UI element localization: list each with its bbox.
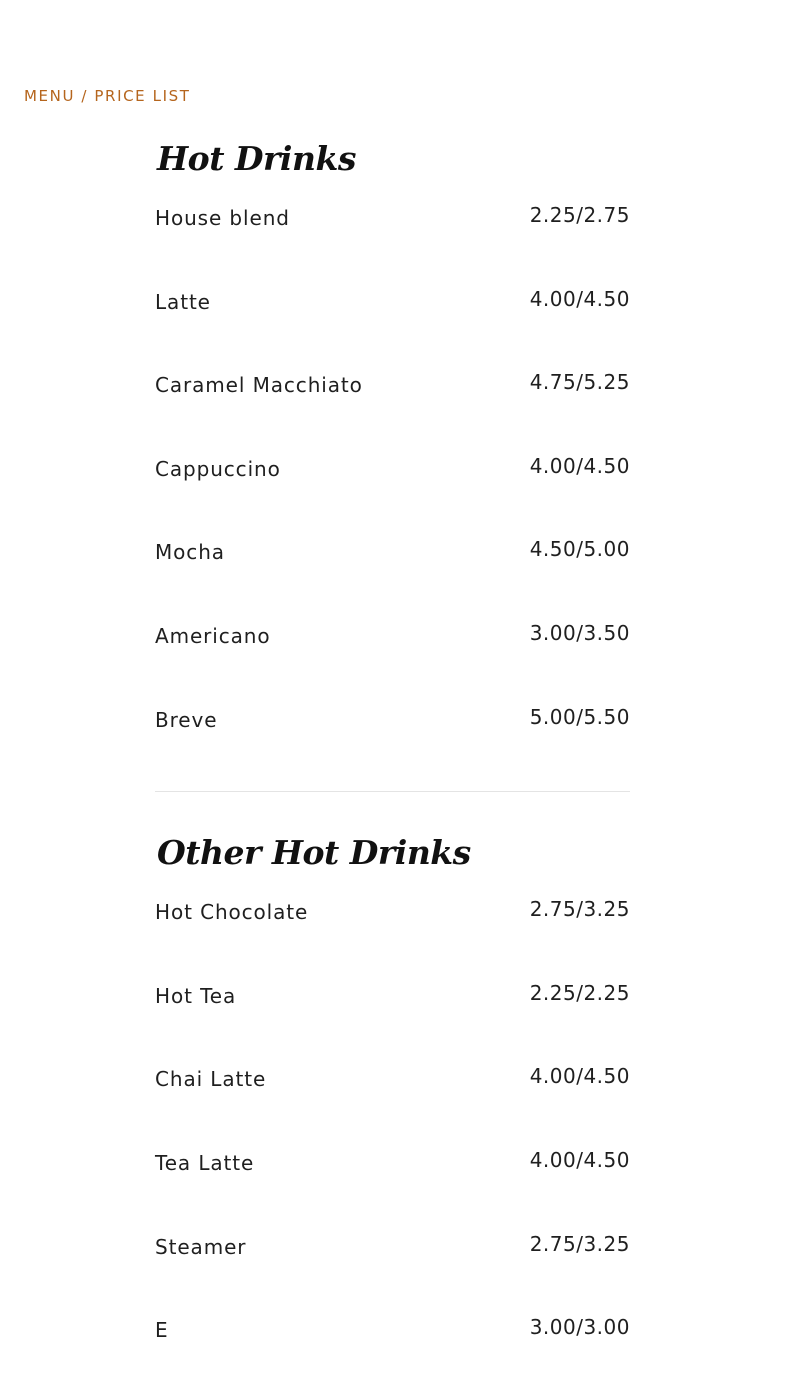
item-price: 2.25/2.75 — [529, 203, 630, 227]
item-name: Steamer — [155, 1234, 247, 1259]
section-other-hot-drinks — [155, 828, 630, 1392]
item-price: 2.75/3.25 — [529, 897, 630, 922]
menu-item — [155, 1308, 630, 1392]
item-price: 5.00/5.50 — [529, 704, 630, 729]
item-name: Mocha — [155, 540, 225, 565]
item-name: Chai Latte — [155, 1067, 267, 1092]
menu-item — [155, 698, 630, 782]
item-price: 4.00/4.50 — [529, 1147, 630, 1172]
item-name: Hot Chocolate — [155, 900, 309, 925]
section-divider — [155, 791, 630, 792]
menu-item — [155, 196, 630, 280]
item-name: Breve — [155, 707, 218, 732]
menu-item — [155, 1225, 630, 1309]
item-price: 4.00/4.50 — [529, 453, 630, 478]
menu-item — [155, 447, 630, 531]
breadcrumb[interactable]: MENU / PRICE LIST — [24, 87, 191, 105]
item-price: 4.00/4.50 — [529, 1064, 630, 1089]
item-price: 4.00/4.50 — [529, 286, 630, 311]
item-name: Tea Latte — [155, 1150, 255, 1175]
item-name: Hot Tea — [155, 983, 237, 1008]
item-name: E — [155, 1318, 169, 1343]
item-price: 4.75/5.25 — [529, 370, 630, 395]
item-name: House blend — [155, 206, 290, 230]
menu-item — [155, 890, 630, 974]
menu-item — [155, 280, 630, 364]
section-title: Hot Drinks — [157, 139, 356, 178]
menu-item — [155, 974, 630, 1058]
item-name: Caramel Macchiato — [155, 373, 363, 398]
item-name: Cappuccino — [155, 456, 281, 481]
price-list — [155, 134, 630, 1392]
item-price: 3.00/3.50 — [529, 620, 630, 645]
section-title: Other Hot Drinks — [157, 833, 471, 873]
item-price: 4.50/5.00 — [529, 537, 630, 562]
menu-item — [155, 530, 630, 614]
item-name: Latte — [155, 289, 211, 314]
item-price: 2.75/3.25 — [529, 1231, 630, 1256]
menu-item — [155, 363, 630, 447]
item-price: 3.00/3.00 — [529, 1315, 630, 1340]
item-price: 2.25/2.25 — [529, 980, 630, 1005]
menu-item — [155, 1057, 630, 1141]
menu-item — [155, 1141, 630, 1225]
item-name: Americano — [155, 623, 271, 648]
menu-item — [155, 614, 630, 698]
section-hot-drinks — [155, 134, 630, 781]
